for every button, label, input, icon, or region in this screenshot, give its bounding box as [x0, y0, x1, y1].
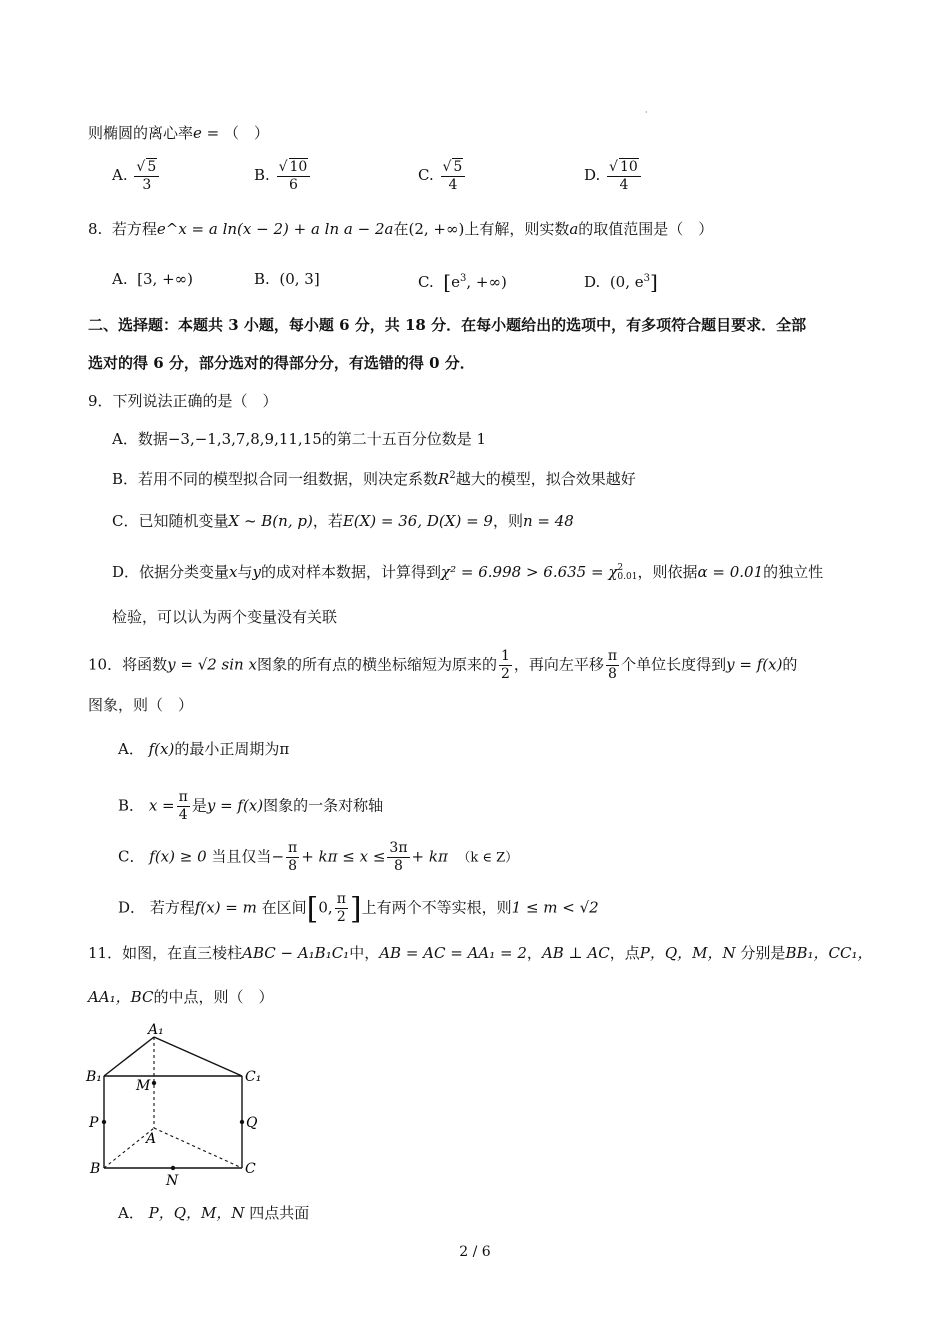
q8-stem: 8. 若方程e^x = a ln(x − 2) + a ln a − 2a在(2, +∞)上有解，则实数a的取值范围是（ ）	[88, 220, 714, 238]
q9-stem: 9．下列说法正确的是（ ）	[88, 392, 278, 410]
point-p	[102, 1120, 106, 1124]
q7-option-b: B. $\frac{√ 10}{6}$	[254, 158, 312, 194]
label-c1: C₁	[245, 1069, 262, 1085]
q8-option-a: A. [3, +∞)	[112, 270, 194, 288]
label-c: C	[245, 1161, 256, 1177]
q8-option-b: B. (0, 3]	[254, 270, 320, 288]
fraction-pi-8: $\frac{\pi}{8}$	[288, 840, 298, 874]
q10-option-c: C． f(x) ≥ 0 当且仅当− $\frac{\pi}{8}$ + kπ ≤ x ≤ $\frac{3\pi}{8}$ + kπ （k ∈ Z）	[118, 840, 519, 874]
q9-option-d-line2: 检验，可以认为两个变量没有关联	[112, 608, 338, 626]
label-q: Q	[246, 1115, 258, 1131]
fraction: $\frac{√ 5}{3}$	[134, 158, 159, 194]
q10-option-d: D． 若方程f(x) = m 在区间[0, $\frac{\pi}{2}$ ]上有两个不等实根，则1 ≤ m < √2	[118, 891, 599, 927]
label-p: P	[89, 1115, 99, 1131]
fraction: $\frac{√ 5}{4}$	[441, 158, 466, 194]
fraction-3pi-8: $\frac{3\pi}{8}$	[389, 840, 408, 874]
label-n: N	[166, 1173, 179, 1189]
q7-tail: 则椭圆的离心率e = （ ）	[88, 124, 270, 142]
q8-option-d: D. (0, $e^3$]	[584, 270, 658, 294]
q9-option-b: B．若用不同的模型拟合同一组数据，则决定系数$R^2$越大的模型，拟合效果越好	[112, 470, 636, 488]
fraction-half: $\frac{1}{2}$	[500, 648, 510, 682]
edge-b1-a1	[104, 1037, 154, 1076]
label-a: A	[146, 1131, 157, 1147]
prism-figure	[84, 1020, 274, 1190]
q11-stem-line2: AA₁，BC的中点，则（ ）	[88, 988, 274, 1006]
q7-option-d: D. $\frac{√ 10}{4}$	[584, 158, 643, 194]
page-number: 2 / 6	[459, 1244, 491, 1260]
fraction: $\frac{√ 10}{6}$	[277, 158, 311, 194]
q10-stem: 10．将函数y = √2 sin x图象的所有点的横坐标缩短为原来的 $\frac{1}{2}$ ，再向左平移 $\frac{\pi}{8}$ 个单位长度得到y = f(x)的	[88, 648, 798, 682]
q10-option-a: A． f(x)的最小正周期为π	[118, 740, 290, 758]
q8-option-c: C. [$e^3$, +∞)	[418, 270, 507, 294]
label-b1: B₁	[86, 1069, 102, 1085]
fraction-pi-2: $\frac{\pi}{2}$	[336, 891, 346, 925]
edge-a-c-hidden	[154, 1128, 242, 1168]
label-b: B	[90, 1161, 101, 1177]
q9-option-c: C．已知随机变量X ~ B(n, p)，若E(X) = 36, D(X) = 9，则n = 48	[112, 512, 574, 530]
fraction: $\frac{√ 10}{4}$	[607, 158, 641, 194]
label-m: M	[136, 1078, 151, 1094]
q7-option-a: A. $\frac{√ 5}{3}$	[112, 158, 161, 194]
stray-dot: ·	[645, 108, 648, 117]
q9-option-d: D．依据分类变量x与y的成对样本数据，计算得到χ² = 6.998 > 6.635 = χ 2 0.01 ，则依据α = 0.01的独立性	[112, 563, 824, 582]
fraction-pi-8: $\frac{\pi}{8}$	[607, 648, 618, 682]
point-n	[171, 1166, 175, 1170]
q11-option-a: A． P，Q，M，N 四点共面	[118, 1204, 310, 1222]
q9-option-a: A．数据−3,−1,3,7,8,9,11,15的第二十五百分位数是 1	[112, 430, 487, 448]
point-m	[152, 1081, 156, 1085]
section2-heading-line1: 二、选择题：本题共 3 小题，每小题 6 分，共 18 分．在每小题给出的选项中，有多项符合题目要求．全部	[88, 316, 807, 334]
q7-option-c: C. $\frac{√ 5}{4}$	[418, 158, 467, 194]
label-a1: A₁	[148, 1022, 164, 1038]
q10-option-b: B． x = $\frac{\pi}{4}$ 是y = f(x)图象的一条对称轴	[118, 789, 384, 823]
section2-heading-line2: 选对的得 6 分，部分选对的得部分分，有选错的得 0 分．	[88, 354, 475, 372]
q10-stem-line2: 图象，则（ ）	[88, 696, 194, 714]
q11-stem: 11．如图，在直三棱柱ABC − A₁B₁C₁中，AB = AC = AA₁ = 2，AB ⊥ AC，点P，Q，M，N 分别是BB₁，CC₁，	[88, 944, 873, 962]
edge-a1-c1	[154, 1037, 242, 1076]
point-q	[240, 1120, 244, 1124]
fraction-pi-4: $\frac{\pi}{4}$	[178, 789, 188, 823]
